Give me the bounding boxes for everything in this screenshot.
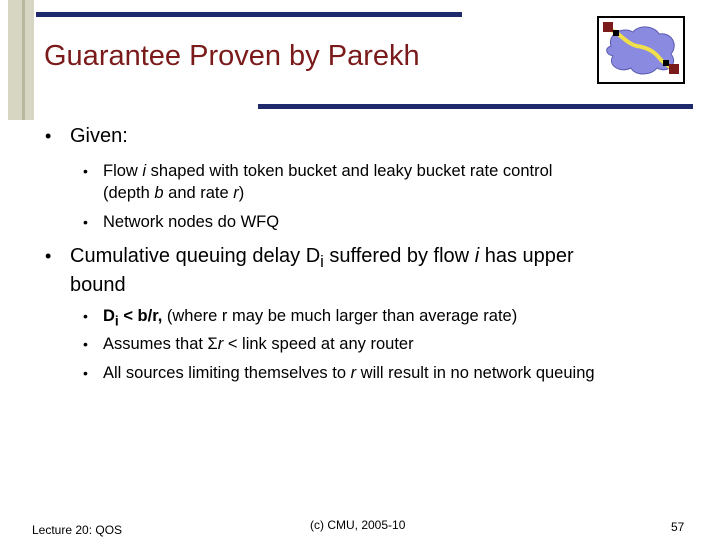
bullet-dot: • [45,126,52,146]
bullet-dot: • [83,365,88,381]
bullet-given: • Given: [45,125,128,147]
bullet-dot: • [83,336,88,352]
footer-copyright: (c) CMU, 2005-10 [310,518,406,532]
title-bottom-rule [258,104,693,109]
bullet-flow-shaped: • Flow i shaped with token bucket and leaky bucket rate control [83,162,553,180]
bullet-flow-shaped-continued: (depth b and rate r) [103,184,245,202]
sum-symbol: Σ [207,335,218,353]
title-top-rule [36,12,462,17]
accent-bar-line [22,0,25,120]
bullet-dot: • [83,214,88,230]
bullet-network-nodes: • Network nodes do WFQ [83,213,280,231]
bullet-delay-bound: • $D_i < b/r$, (where r may be much larger than average rate) [83,307,518,329]
footer-page-number: 57 [671,520,685,534]
bullet-dot: • [83,163,88,179]
bullet-all-sources: • All sources limiting themselves to r will result in no network queuing [83,364,595,382]
bullet-cumulative-delay: • Cumulative queuing delay $D_i$ suffered by flow i has upper [45,245,574,271]
bullet-cumulative-delay-continued: bound [70,274,126,296]
slide-title: Guarantee Proven by Parekh [44,40,420,72]
footer-lecture: Lecture 20: QOS [32,523,123,537]
bullet-assumes-sum: • Assumes that Σr < link speed at any router [83,335,414,353]
bullet-dot: • [45,246,52,266]
accent-bar [8,0,34,120]
network-cloud-icon [597,16,685,84]
bullet-dot: • [83,308,88,324]
